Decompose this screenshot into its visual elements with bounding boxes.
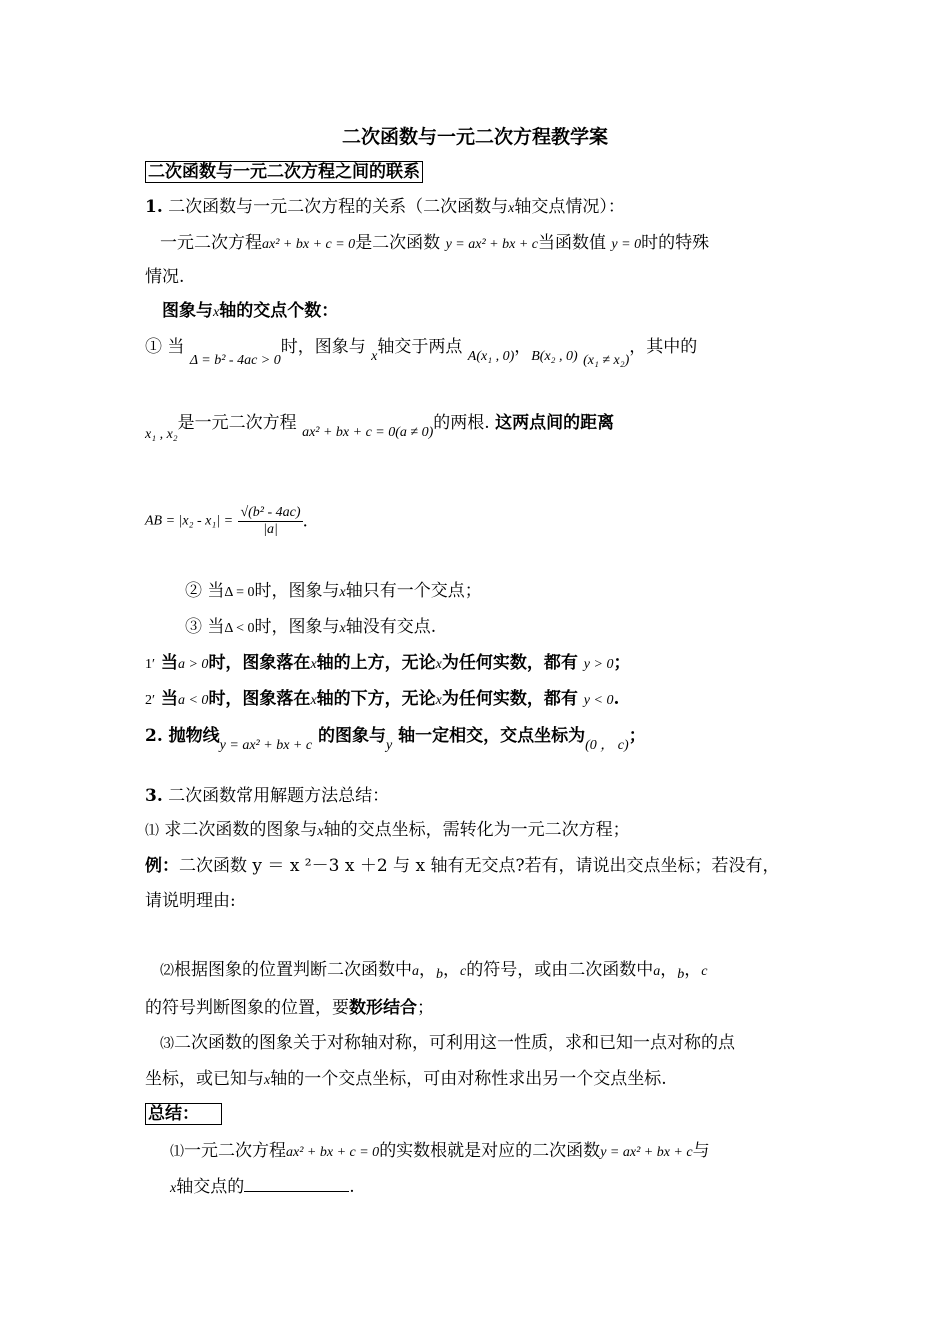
text: 一元二次方程	[160, 233, 262, 253]
math-var: c	[460, 964, 467, 979]
math-equation: ax² + bx + c = 0	[286, 1145, 380, 1160]
math-condition: Δ = b² - 4ac > 0	[189, 353, 281, 368]
answer-blank[interactable]	[244, 1175, 349, 1192]
math-var: x	[317, 824, 324, 839]
math-var: x	[435, 693, 442, 708]
text: 的符号判断图象的位置，要	[145, 998, 349, 1018]
text: 的图象与	[318, 726, 386, 746]
paragraph-number: 2.	[145, 726, 163, 746]
case-label: ① 当	[145, 337, 185, 357]
method-3	[160, 1032, 735, 1056]
math-equation: y = ax² + bx + c	[445, 237, 538, 252]
summary-1-line-2	[170, 1175, 355, 1200]
math-var: x	[264, 1073, 271, 1088]
text: 时，图象与	[254, 617, 340, 637]
math-var: c	[701, 964, 708, 979]
paragraph-2	[145, 725, 646, 753]
intersect-heading	[162, 300, 338, 324]
text: 一元二次方程	[184, 1141, 286, 1161]
text: 轴交点的	[176, 1177, 245, 1197]
math-equation: ax² + bx + c = 0(a ≠ 0)	[302, 425, 434, 440]
math-var: x	[310, 693, 317, 708]
math-condition: Δ < 0	[224, 621, 255, 636]
text: 根据图象的位置判断二次函数中	[174, 960, 412, 980]
text: 轴一定相交，交点坐标为	[398, 726, 586, 746]
summary-1	[170, 1140, 710, 1164]
text: 是二次函数	[355, 233, 441, 253]
method-3-line-2	[145, 1068, 667, 1092]
text: 时，图象落在	[208, 653, 311, 673]
summary-heading	[145, 1103, 222, 1125]
example-label: 例：	[145, 856, 179, 876]
math-point: (0 ， c)	[585, 738, 629, 753]
math-var: x	[310, 657, 317, 672]
case-1-line-2	[145, 412, 615, 442]
math-condition: a < 0	[177, 693, 209, 708]
summary-heading-text: 总结：	[145, 1103, 222, 1125]
text: .	[302, 511, 308, 532]
text: 与	[692, 1141, 710, 1161]
method-label: ⑴	[145, 824, 159, 839]
math-var: x	[508, 201, 515, 216]
math-lhs: AB = |x₂ - x₁| =	[145, 513, 234, 529]
math-var: x	[339, 621, 346, 636]
paragraph-1	[145, 196, 625, 220]
text: 轴没有交点.	[345, 617, 437, 637]
math-var: x	[339, 585, 346, 600]
text: 轴的上方，无论	[316, 653, 436, 673]
math-equation: y = ax² + bx + c	[219, 738, 313, 753]
section-heading-text: 二次函数与一元二次方程之间的联系	[145, 161, 423, 183]
text: 轴只有一个交点；	[345, 581, 482, 601]
example	[145, 855, 780, 877]
text: 轴交点情况）：	[514, 197, 625, 217]
math-condition: a > 0	[177, 657, 209, 672]
math-condition: (x₁ ≠ x₂)	[583, 353, 630, 368]
text: 抛物线	[168, 726, 220, 746]
math-var: b	[436, 967, 443, 982]
fraction-denominator: |a|	[263, 522, 278, 537]
math-condition: Δ = 0	[224, 585, 255, 600]
note-label: 2′	[145, 693, 156, 708]
text: 轴的交点个数：	[219, 301, 339, 321]
text: ，其中的	[629, 337, 698, 357]
math-var: b	[677, 967, 685, 982]
text: ，	[684, 960, 702, 980]
case-label: ③ 当	[185, 617, 225, 637]
math-var: a	[653, 964, 661, 979]
text: ；	[417, 998, 434, 1018]
case-3	[185, 616, 436, 640]
case-label: ② 当	[185, 581, 225, 601]
math-var: y	[386, 738, 393, 753]
text: ；	[613, 653, 631, 673]
summary-label: ⑴	[170, 1145, 184, 1160]
math-var: x	[170, 1181, 177, 1196]
text: ，	[660, 960, 678, 980]
math-equation: y = 0	[611, 237, 642, 252]
math-equation: ax² + bx + c = 0	[262, 237, 356, 252]
text: 时，图象与	[254, 581, 340, 601]
paragraph-number: 3.	[145, 786, 163, 806]
page-title: 二次函数与一元二次方程教学案	[341, 126, 608, 148]
text: 轴的交点坐标，需转化为一元二次方程；	[323, 820, 630, 840]
note-label: 1′	[145, 657, 156, 672]
text: 轴交于两点	[377, 337, 463, 357]
text: 时，图象与	[280, 337, 366, 357]
text: ，	[443, 960, 460, 980]
text: 为任何实数，都有	[441, 689, 578, 709]
note-2	[145, 688, 619, 712]
section-heading	[145, 161, 423, 183]
distance-formula	[145, 505, 308, 538]
text: 时，图象落在	[208, 689, 311, 709]
fraction-numerator: √(b² - 4ac)	[240, 505, 301, 520]
math-point: B(x₂ , 0)	[531, 349, 578, 364]
math-fraction	[238, 505, 302, 538]
math-equation: y = ax² + bx + c	[600, 1145, 693, 1160]
text: 轴的一个交点坐标，可由对称性求出另一个交点坐标.	[270, 1069, 667, 1089]
method-label: ⑵	[160, 964, 174, 979]
text: 当	[160, 689, 178, 709]
paragraph-3	[145, 785, 389, 807]
text: 图象与	[162, 301, 213, 321]
text: 为任何实数，都有	[441, 653, 578, 673]
math-result: y < 0	[583, 693, 614, 708]
text: 时的特殊	[641, 233, 710, 253]
text: 二次函数的图象关于对称轴对称，可利用这一性质，求和已知一点对称的点	[174, 1033, 735, 1053]
text: 二次函数与一元二次方程的关系（二次函数与	[168, 197, 509, 217]
text: 是一元二次方程	[177, 413, 297, 433]
method-1	[145, 819, 630, 843]
text: 求二次函数的图象与	[164, 820, 318, 840]
text: 坐标，或已知与	[145, 1069, 264, 1089]
text: 的两根.	[433, 413, 490, 433]
text: .	[613, 689, 620, 709]
math-result: y > 0	[583, 657, 614, 672]
math-var: x	[435, 657, 442, 672]
text-bold: 数形结合	[349, 998, 417, 1018]
text: 的符号，或由二次函数中	[466, 960, 654, 980]
math-var: a	[412, 964, 419, 979]
method-2	[160, 959, 707, 983]
math-point: A(x₁ , 0)	[467, 349, 515, 364]
text: .	[349, 1177, 355, 1197]
paragraph-1-line-2	[160, 232, 709, 256]
text: 的实数根就是对应的二次函数	[379, 1141, 601, 1161]
text-bold: 这两点间的距离	[495, 413, 615, 433]
text: 二次函数常用解题方法总结：	[168, 786, 390, 806]
text: ，	[514, 337, 532, 357]
example-line-2: 请说明理由:	[145, 891, 236, 911]
text: ；	[628, 726, 646, 746]
paragraph-1-line-3: 情况.	[145, 267, 185, 287]
text: 当	[160, 653, 178, 673]
math-var: x	[213, 305, 220, 320]
paragraph-number: 1.	[145, 197, 163, 217]
text: 二次函数 y ＝ x ²－3 x ＋2 与 x 轴有无交点?若有，请说出交点坐标；若没有，	[179, 856, 780, 876]
math-roots: x₁ , x₂	[145, 427, 178, 442]
text: 轴的下方，无论	[316, 689, 436, 709]
math-var: x	[371, 349, 378, 364]
case-2	[185, 580, 482, 604]
text: 当函数值	[538, 233, 606, 253]
method-2-line-2	[145, 997, 434, 1019]
method-label: ⑶	[160, 1037, 174, 1052]
note-1	[145, 652, 630, 676]
text: ，	[419, 960, 436, 980]
